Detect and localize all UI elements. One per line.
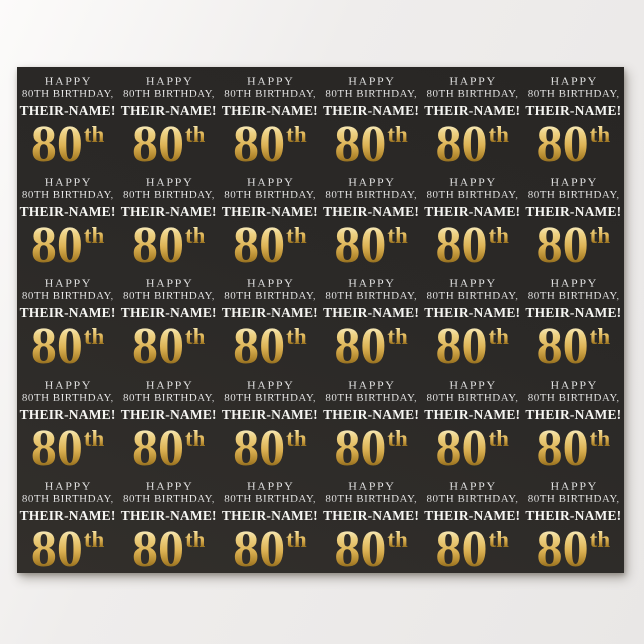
pattern-tile bbox=[523, 269, 624, 370]
tile-birthday-text: 80TH BIRTHDAY, bbox=[21, 290, 114, 303]
tile-80th-graphic bbox=[334, 318, 408, 371]
tile-birthday-text: 80TH BIRTHDAY, bbox=[426, 492, 519, 505]
tile-80th-graphic bbox=[132, 419, 206, 472]
tile-ordinal-suffix: th bbox=[83, 122, 105, 147]
tile-happy-text: HAPPY bbox=[145, 74, 194, 88]
tile-number: 80 bbox=[233, 217, 286, 270]
tile-80th-graphic bbox=[233, 217, 307, 270]
tile-number: 80 bbox=[132, 419, 185, 472]
tile-name-text: THEIR-NAME! bbox=[424, 507, 521, 523]
tile-ordinal-suffix: th bbox=[488, 122, 509, 147]
tile-80th-graphic bbox=[30, 520, 105, 573]
tile-number: 80 bbox=[233, 318, 286, 371]
tile-number: 80 bbox=[30, 520, 83, 573]
tile-number: 80 bbox=[334, 520, 387, 573]
tile-ordinal-suffix: th bbox=[387, 526, 408, 552]
tile-ordinal-suffix: th bbox=[185, 425, 206, 451]
pattern-tile bbox=[219, 371, 320, 472]
tile-name-text: THEIR-NAME! bbox=[323, 204, 420, 220]
tile-birthday-text: 80TH BIRTHDAY, bbox=[21, 189, 114, 202]
tile-80th-graphic bbox=[435, 520, 509, 573]
tile-name-text: THEIR-NAME! bbox=[323, 103, 420, 118]
tile-happy-text: HAPPY bbox=[449, 478, 497, 493]
tile-number: 80 bbox=[132, 116, 185, 169]
tile-birthday-text: 80TH BIRTHDAY, bbox=[224, 88, 317, 100]
tile-name-text: THEIR-NAME! bbox=[221, 305, 318, 321]
pattern-tile bbox=[17, 269, 118, 370]
tile-birthday-text: 80TH BIRTHDAY, bbox=[224, 290, 317, 303]
tile-happy-text: HAPPY bbox=[550, 175, 598, 190]
pattern-tile bbox=[118, 67, 219, 168]
tile-number: 80 bbox=[536, 419, 589, 472]
pattern-tile bbox=[523, 371, 624, 472]
tile-number: 80 bbox=[536, 318, 589, 371]
tile-number: 80 bbox=[233, 116, 286, 169]
tile-80th-graphic bbox=[233, 116, 307, 169]
tile-happy-text: HAPPY bbox=[44, 478, 93, 493]
tile-number: 80 bbox=[435, 520, 488, 573]
tile-number: 80 bbox=[435, 419, 488, 472]
tile-birthday-text: 80TH BIRTHDAY, bbox=[527, 189, 620, 202]
tile-80th-graphic bbox=[536, 419, 611, 472]
tile-birthday-text: 80TH BIRTHDAY, bbox=[527, 88, 620, 100]
tile-birthday-text: 80TH BIRTHDAY, bbox=[21, 88, 114, 100]
tile-happy-text: HAPPY bbox=[449, 74, 497, 88]
tile-name-text: THEIR-NAME! bbox=[323, 507, 420, 523]
tile-name-text: THEIR-NAME! bbox=[424, 406, 521, 422]
tile-80th-graphic bbox=[334, 217, 408, 270]
tile-80th-graphic bbox=[132, 520, 206, 573]
pattern-tile bbox=[523, 472, 624, 573]
pattern-tile bbox=[219, 472, 320, 573]
tile-happy-text: HAPPY bbox=[247, 276, 295, 291]
pattern-grid bbox=[17, 67, 624, 573]
tile-number: 80 bbox=[435, 217, 488, 270]
tile-name-text: THEIR-NAME! bbox=[19, 103, 116, 118]
tile-number: 80 bbox=[334, 419, 387, 472]
tile-ordinal-suffix: th bbox=[286, 223, 307, 249]
tile-80th-graphic bbox=[233, 419, 307, 472]
tile-ordinal-suffix: th bbox=[185, 122, 206, 147]
tile-name-text: THEIR-NAME! bbox=[221, 103, 318, 118]
tile-happy-text: HAPPY bbox=[44, 74, 93, 88]
tile-name-text: THEIR-NAME! bbox=[120, 305, 217, 321]
wrapping-paper-sheet bbox=[17, 67, 624, 573]
tile-ordinal-suffix: th bbox=[589, 223, 611, 249]
tile-name-text: THEIR-NAME! bbox=[19, 305, 116, 321]
tile-name-text: THEIR-NAME! bbox=[221, 406, 318, 422]
tile-name-text: THEIR-NAME! bbox=[525, 103, 622, 118]
tile-birthday-text: 80TH BIRTHDAY, bbox=[426, 290, 519, 303]
tile-happy-text: HAPPY bbox=[247, 74, 295, 88]
tile-happy-text: HAPPY bbox=[247, 377, 295, 392]
tile-name-text: THEIR-NAME! bbox=[19, 406, 116, 422]
pattern-tile bbox=[17, 472, 118, 573]
tile-80th-graphic bbox=[536, 520, 611, 573]
tile-birthday-text: 80TH BIRTHDAY, bbox=[224, 492, 317, 505]
tile-birthday-text: 80TH BIRTHDAY, bbox=[527, 492, 620, 505]
tile-80th-graphic bbox=[132, 116, 206, 169]
tile-birthday-text: 80TH BIRTHDAY, bbox=[426, 189, 519, 202]
tile-birthday-text: 80TH BIRTHDAY, bbox=[224, 391, 317, 404]
tile-80th-graphic bbox=[435, 116, 509, 169]
tile-happy-text: HAPPY bbox=[348, 175, 396, 190]
tile-number: 80 bbox=[30, 217, 83, 270]
tile-ordinal-suffix: th bbox=[185, 223, 206, 249]
tile-number: 80 bbox=[536, 217, 589, 270]
tile-80th-graphic bbox=[30, 217, 105, 270]
tile-birthday-text: 80TH BIRTHDAY, bbox=[123, 290, 215, 303]
tile-80th-graphic bbox=[334, 419, 408, 472]
tile-birthday-text: 80TH BIRTHDAY, bbox=[123, 88, 215, 100]
tile-happy-text: HAPPY bbox=[348, 377, 396, 392]
tile-happy-text: HAPPY bbox=[44, 377, 93, 392]
tile-number: 80 bbox=[132, 520, 185, 573]
tile-birthday-text: 80TH BIRTHDAY, bbox=[527, 290, 620, 303]
tile-birthday-text: 80TH BIRTHDAY, bbox=[123, 189, 215, 202]
tile-ordinal-suffix: th bbox=[387, 425, 408, 451]
pattern-tile bbox=[320, 472, 421, 573]
tile-ordinal-suffix: th bbox=[488, 324, 509, 350]
tile-happy-text: HAPPY bbox=[348, 276, 396, 291]
tile-80th-graphic bbox=[536, 217, 611, 270]
tile-happy-text: HAPPY bbox=[348, 478, 396, 493]
pattern-tile bbox=[422, 168, 523, 269]
pattern-tile bbox=[523, 67, 624, 168]
tile-birthday-text: 80TH BIRTHDAY, bbox=[21, 391, 114, 404]
tile-80th-graphic bbox=[536, 116, 611, 169]
tile-happy-text: HAPPY bbox=[550, 377, 598, 392]
tile-name-text: THEIR-NAME! bbox=[221, 507, 318, 523]
tile-80th-graphic bbox=[233, 520, 307, 573]
tile-happy-text: HAPPY bbox=[550, 74, 598, 88]
tile-happy-text: HAPPY bbox=[449, 377, 497, 392]
tile-number: 80 bbox=[233, 520, 286, 573]
pattern-tile bbox=[523, 168, 624, 269]
tile-ordinal-suffix: th bbox=[286, 526, 307, 552]
tile-happy-text: HAPPY bbox=[550, 276, 598, 291]
tile-ordinal-suffix: th bbox=[83, 526, 105, 552]
tile-happy-text: HAPPY bbox=[44, 175, 93, 190]
tile-number: 80 bbox=[435, 116, 488, 169]
tile-happy-text: HAPPY bbox=[550, 478, 598, 493]
tile-name-text: THEIR-NAME! bbox=[120, 507, 217, 523]
tile-80th-graphic bbox=[435, 419, 509, 472]
tile-ordinal-suffix: th bbox=[286, 425, 307, 451]
tile-name-text: THEIR-NAME! bbox=[525, 305, 622, 321]
tile-happy-text: HAPPY bbox=[247, 478, 295, 493]
pattern-tile bbox=[219, 269, 320, 370]
tile-ordinal-suffix: th bbox=[488, 223, 509, 249]
tile-ordinal-suffix: th bbox=[185, 324, 206, 350]
tile-number: 80 bbox=[334, 318, 387, 371]
tile-ordinal-suffix: th bbox=[589, 324, 611, 350]
tile-80th-graphic bbox=[435, 217, 509, 270]
tile-number: 80 bbox=[536, 520, 589, 573]
tile-name-text: THEIR-NAME! bbox=[323, 305, 420, 321]
tile-number: 80 bbox=[132, 217, 185, 270]
pattern-tile bbox=[118, 371, 219, 472]
pattern-tile bbox=[118, 472, 219, 573]
tile-name-text: THEIR-NAME! bbox=[525, 204, 622, 220]
tile-happy-text: HAPPY bbox=[145, 377, 194, 392]
tile-ordinal-suffix: th bbox=[488, 425, 509, 451]
tile-name-text: THEIR-NAME! bbox=[525, 406, 622, 422]
tile-name-text: THEIR-NAME! bbox=[120, 406, 217, 422]
pattern-tile bbox=[17, 168, 118, 269]
tile-number: 80 bbox=[334, 217, 387, 270]
tile-number: 80 bbox=[132, 318, 185, 371]
pattern-tile bbox=[422, 371, 523, 472]
pattern-tile bbox=[422, 472, 523, 573]
tile-name-text: THEIR-NAME! bbox=[221, 204, 318, 220]
tile-birthday-text: 80TH BIRTHDAY, bbox=[325, 492, 418, 505]
tile-happy-text: HAPPY bbox=[145, 175, 194, 190]
tile-name-text: THEIR-NAME! bbox=[120, 204, 217, 220]
tile-ordinal-suffix: th bbox=[589, 425, 611, 451]
pattern-tile bbox=[422, 269, 523, 370]
tile-ordinal-suffix: th bbox=[83, 425, 105, 451]
tile-ordinal-suffix: th bbox=[286, 324, 307, 350]
tile-name-text: THEIR-NAME! bbox=[525, 507, 622, 523]
tile-80th-graphic bbox=[435, 318, 509, 371]
tile-happy-text: HAPPY bbox=[449, 276, 497, 291]
tile-number: 80 bbox=[536, 116, 589, 169]
tile-80th-graphic bbox=[536, 318, 611, 371]
tile-ordinal-suffix: th bbox=[387, 324, 408, 350]
pattern-tile bbox=[320, 371, 421, 472]
tile-80th-graphic bbox=[233, 318, 307, 371]
tile-ordinal-suffix: th bbox=[589, 122, 611, 147]
tile-happy-text: HAPPY bbox=[449, 175, 497, 190]
tile-number: 80 bbox=[30, 116, 83, 169]
tile-name-text: THEIR-NAME! bbox=[120, 103, 217, 118]
pattern-tile bbox=[320, 168, 421, 269]
tile-birthday-text: 80TH BIRTHDAY, bbox=[325, 290, 418, 303]
tile-birthday-text: 80TH BIRTHDAY, bbox=[325, 88, 418, 100]
tile-birthday-text: 80TH BIRTHDAY, bbox=[224, 189, 317, 202]
tile-number: 80 bbox=[435, 318, 488, 371]
pattern-tile bbox=[118, 168, 219, 269]
tile-birthday-text: 80TH BIRTHDAY, bbox=[325, 391, 418, 404]
tile-number: 80 bbox=[233, 419, 286, 472]
tile-name-text: THEIR-NAME! bbox=[323, 406, 420, 422]
tile-80th-graphic bbox=[30, 419, 105, 472]
tile-80th-graphic bbox=[132, 318, 206, 371]
tile-80th-graphic bbox=[334, 116, 408, 169]
tile-name-text: THEIR-NAME! bbox=[424, 204, 521, 220]
tile-ordinal-suffix: th bbox=[387, 223, 408, 249]
pattern-tile bbox=[17, 67, 118, 168]
tile-80th-graphic bbox=[334, 520, 408, 573]
tile-birthday-text: 80TH BIRTHDAY, bbox=[21, 492, 114, 505]
tile-ordinal-suffix: th bbox=[83, 324, 105, 350]
tile-80th-graphic bbox=[30, 116, 105, 169]
tile-80th-graphic bbox=[132, 217, 206, 270]
pattern-tile bbox=[320, 67, 421, 168]
tile-birthday-text: 80TH BIRTHDAY, bbox=[426, 88, 519, 100]
tile-ordinal-suffix: th bbox=[286, 122, 307, 147]
tile-birthday-text: 80TH BIRTHDAY, bbox=[426, 391, 519, 404]
pattern-tile bbox=[219, 168, 320, 269]
tile-happy-text: HAPPY bbox=[145, 276, 194, 291]
tile-name-text: THEIR-NAME! bbox=[19, 507, 116, 523]
tile-happy-text: HAPPY bbox=[348, 74, 396, 88]
tile-name-text: THEIR-NAME! bbox=[424, 103, 521, 118]
tile-birthday-text: 80TH BIRTHDAY, bbox=[325, 189, 418, 202]
tile-birthday-text: 80TH BIRTHDAY, bbox=[123, 492, 215, 505]
tile-happy-text: HAPPY bbox=[247, 175, 295, 190]
tile-name-text: THEIR-NAME! bbox=[424, 305, 521, 321]
pattern-tile bbox=[118, 269, 219, 370]
pattern-tile bbox=[320, 269, 421, 370]
tile-number: 80 bbox=[334, 116, 387, 169]
tile-ordinal-suffix: th bbox=[589, 526, 611, 552]
tile-number: 80 bbox=[30, 419, 83, 472]
tile-number: 80 bbox=[30, 318, 83, 371]
pattern-tile bbox=[17, 371, 118, 472]
tile-happy-text: HAPPY bbox=[145, 478, 194, 493]
pattern-tile bbox=[422, 67, 523, 168]
tile-ordinal-suffix: th bbox=[185, 526, 206, 552]
tile-birthday-text: 80TH BIRTHDAY, bbox=[527, 391, 620, 404]
tile-name-text: THEIR-NAME! bbox=[19, 204, 116, 220]
tile-ordinal-suffix: th bbox=[83, 223, 105, 249]
tile-ordinal-suffix: th bbox=[488, 526, 509, 552]
pattern-tile bbox=[219, 67, 320, 168]
tile-ordinal-suffix: th bbox=[387, 122, 408, 147]
tile-80th-graphic bbox=[30, 318, 105, 371]
tile-birthday-text: 80TH BIRTHDAY, bbox=[123, 391, 215, 404]
tile-happy-text: HAPPY bbox=[44, 276, 93, 291]
